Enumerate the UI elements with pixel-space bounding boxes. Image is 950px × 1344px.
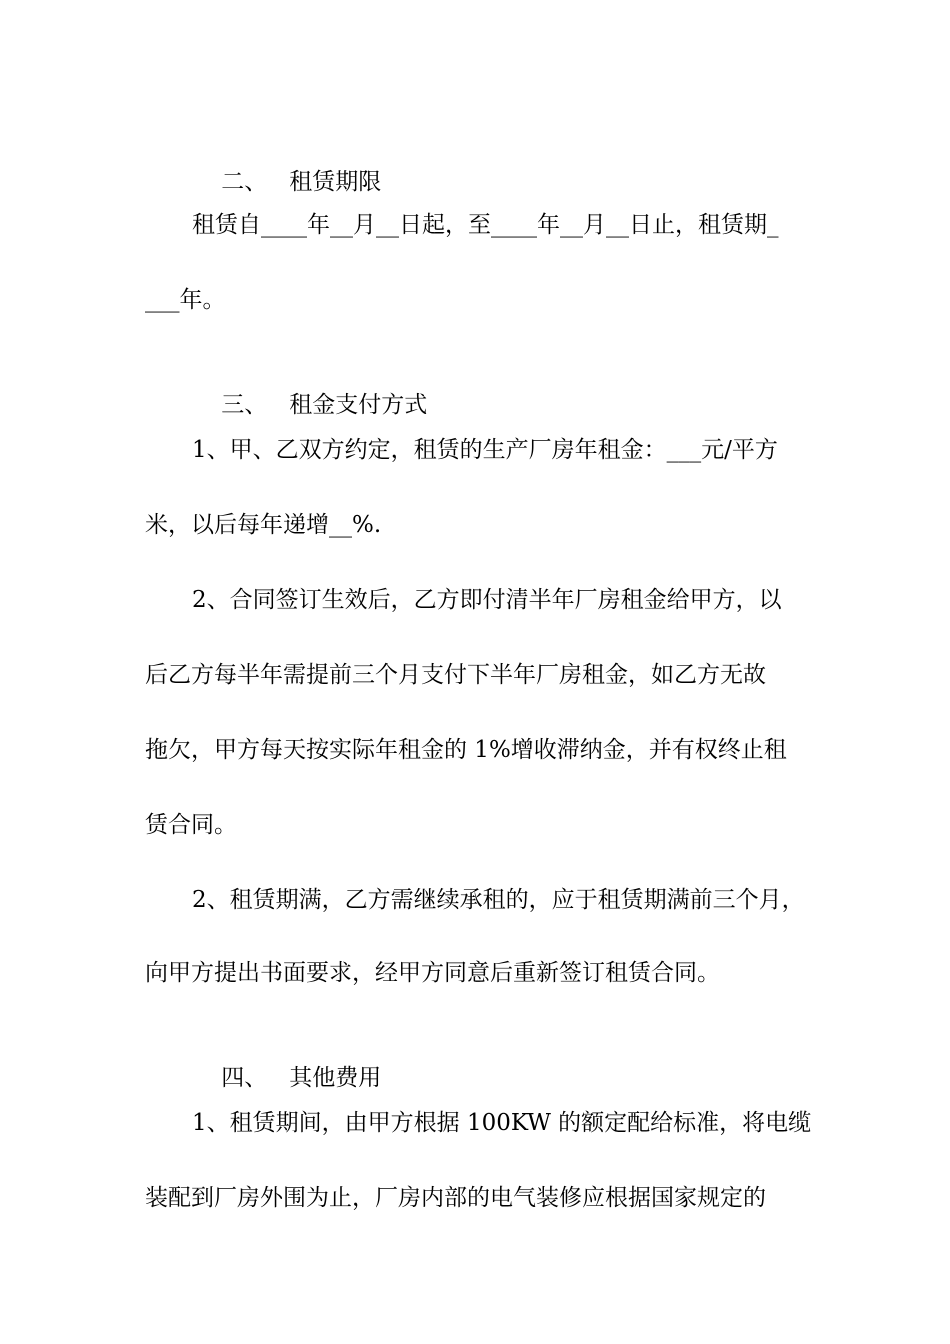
paragraph-line: 装配到厂房外围为止，厂房内部的电气装修应根据国家规定的 (145, 1185, 766, 1211)
section-title: 租赁期限 (289, 169, 382, 195)
paragraph-line: 向甲方提出书面要求，经甲方同意后重新签订租赁合同。 (145, 960, 720, 986)
paragraph-line: 1、租赁期间，由甲方根据 100KW 的额定配给标准，将电缆 (192, 1110, 812, 1136)
paragraph-line: 2、合同签订生效后，乙方即付清半年厂房租金给甲方，以 (192, 587, 782, 613)
paragraph-line: 1、甲、乙双方约定，租赁的生产厂房年租金：___元/平方 (192, 437, 778, 463)
paragraph-line: 拖欠，甲方每天按实际年租金的 1%增收滞纳金，并有权终止租 (145, 737, 787, 763)
paragraph-line: 2、租赁期满，乙方需继续承租的，应于租赁期满前三个月， (192, 887, 805, 913)
paragraph-line: 赁合同。 (145, 812, 237, 838)
section-title: 其他费用 (289, 1065, 382, 1091)
paragraph-line: 米，以后每年递增__%. (145, 512, 382, 538)
section-number: 三、 (221, 392, 268, 418)
section-number: 二、 (221, 169, 268, 195)
section-title: 租金支付方式 (289, 392, 428, 418)
paragraph-line: 租赁自____年__月__日起，至____年__月__日止，租赁期_ (192, 212, 779, 238)
paragraph-line: ___年。 (145, 287, 226, 313)
paragraph-line: 后乙方每半年需提前三个月支付下半年厂房租金，如乙方无故 (145, 662, 766, 688)
section-number: 四、 (221, 1065, 268, 1091)
